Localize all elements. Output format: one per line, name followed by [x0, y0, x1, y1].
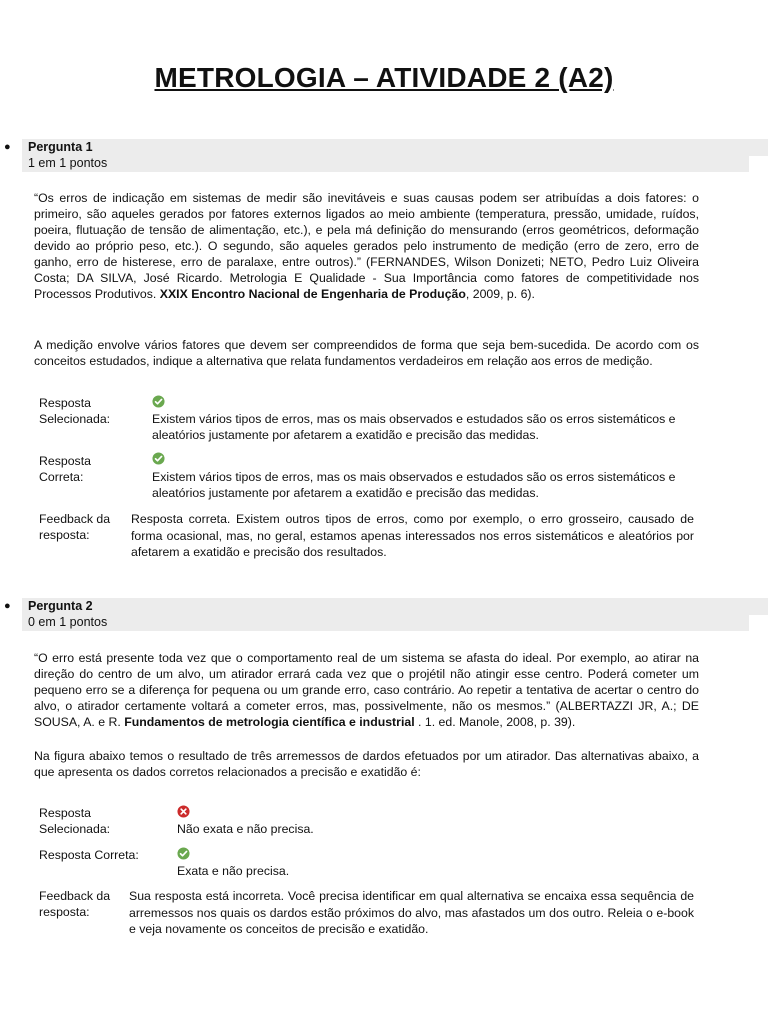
bullet-icon: ● — [4, 141, 11, 153]
page-title: METROLOGIA – ATIVIDADE 2 (A2) — [154, 62, 614, 93]
bullet-icon: ● — [4, 600, 11, 612]
feedback-text: Resposta correta. Existem outros tipos de erros, como por exemplo, o erro grosseiro, causado de forma ocasional, mas, no geral, estamos apenas interessados nos erros sistemáticos e aleatórios por afetarem a exatidão e precisão dos resultados. — [131, 512, 694, 559]
selected-answer-text: Existem vários tipos de erros, mas os mais observados e estudados são os erros sistemáticos e aleatórios justamente por afetarem a exatidão e precisão das medidas. — [152, 412, 676, 442]
question-2-points: 0 em 1 pontos — [28, 615, 108, 629]
check-circle-icon — [152, 395, 165, 408]
question-1-statement: “Os erros de indicação em sistemas de medir são inevitáveis e suas causas podem ser atribuídas a dois fatores: o primeiro, são aqueles gerados por fatores externos ligados ao meio ambiente (temperatura, pressão, umidade, ruídos, poeira, flutuação de tensão de alimentação, etc.), e pela má definição do mensurando (erros geométricos, deformação devido ao próprio peso, etc.). O segundo, são aqueles gerados pelo instrumento de medição (erro de zero, erro de ganho, erro de histerese, erro de paralaxe, entre outros).” (FERNANDES, Wilson Donizeti; NETO, Pedro Luiz Oliveira Costa; DA SILVA, José Ricardo. Metrologia E Qualidade - Sua Importância como fatores de competitividade nos Processos Produtivos. XXIX Encontro Nacional de Engenharia de Produção, 2009, p. 6). — [34, 191, 699, 301]
correct-answer-label: Resposta Correta: — [39, 454, 91, 484]
correct-answer-text: Exata e não precisa. — [177, 864, 290, 878]
selected-answer-label: Resposta Selecionada: — [39, 806, 111, 836]
check-circle-icon — [177, 847, 190, 860]
feedback-text: Sua resposta está incorreta. Você precisa identificar em qual alternativa se encaixa essa sequência de arremessos nos quais os dardos estão próximos do alvo, mas afastados um dos outro. Releia o e-book e veja novamente os conceitos de precisão e exatidão. — [129, 889, 694, 936]
selected-answer-text: Não exata e não precisa. — [177, 822, 314, 836]
question-1-points: 1 em 1 pontos — [28, 156, 108, 170]
question-1-question: A medição envolve vários fatores que devem ser compreendidos de forma que seja bem-sucedida. De acordo com os conceitos estudados, indique a alternativa que relata fundamentos verdadeiros em relação aos erros de medição. — [34, 338, 699, 368]
selected-answer-label: Resposta Selecionada: — [39, 396, 111, 426]
question-1-title: Pergunta 1 — [28, 140, 93, 154]
check-circle-icon — [152, 452, 165, 465]
correct-answer-label: Resposta Correta: — [39, 848, 139, 862]
question-2-statement: “O erro está presente toda vez que o comportamento real de um sistema se afasta do ideal. Por exemplo, ao atirar na direção do centro de um alvo, um atirador errará cada vez que o projétil não atingir esse centro. Poderá cometer um pequeno erro se a diferença for pequena ou um grande erro, caso contrário. Ao repetir a tentativa de acertar o centro do alvo, o atirador certamente voltará a cometer erros, mas, possivelmente, não os mesmos.” (ALBERTAZZI JR, A.; DE SOUSA, A. e R. Fundamentos de metrologia científica e industrial . 1. ed. Manole, 2008, p. 39). — [34, 651, 699, 729]
feedback-label: Feedback da resposta: — [39, 512, 111, 542]
question-2-question: Na figura abaixo temos o resultado de três arremessos de dardos efetuados por um atirador. Das alternativas abaixo, a que apresenta os dados corretos relacionados a precisão e exatidão é: — [34, 749, 699, 779]
feedback-label: Feedback da resposta: — [39, 889, 111, 919]
correct-answer-text: Existem vários tipos de erros, mas os mais observados e estudados são os erros sistemáticos e aleatórios justamente por afetarem a exatidão e precisão das medidas. — [152, 470, 676, 500]
question-2-title: Pergunta 2 — [28, 599, 93, 613]
x-circle-icon — [177, 805, 190, 818]
